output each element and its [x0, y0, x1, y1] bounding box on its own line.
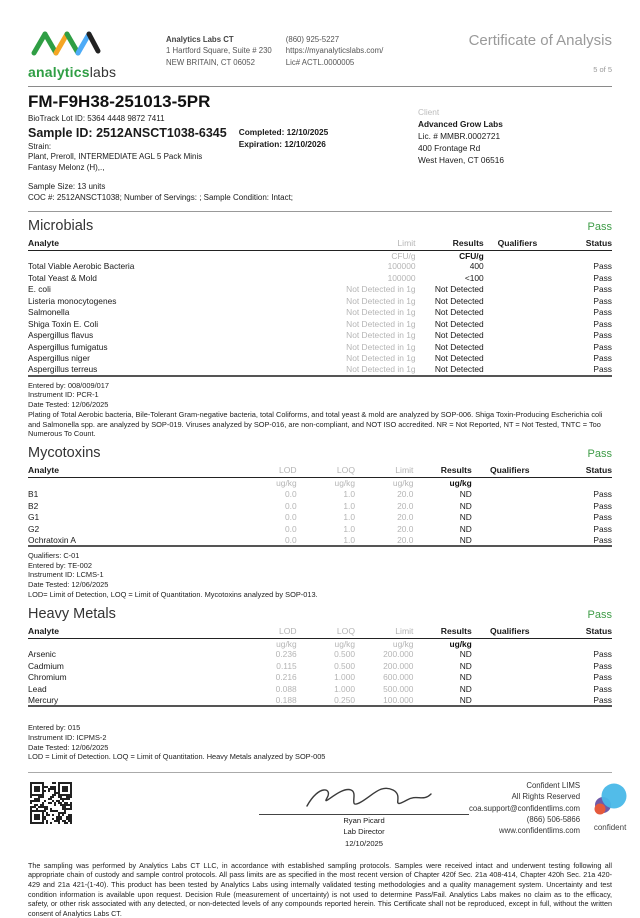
table-cell: [472, 488, 548, 500]
heavy-metals-table: [28, 625, 612, 708]
table-cell: 1.0: [343, 534, 356, 545]
table-row: [28, 695, 612, 707]
lab-contact-info: [166, 34, 383, 68]
note-line: Entered by: 015: [28, 723, 81, 733]
column-header: Limit: [355, 625, 413, 639]
table-cell: 100000: [387, 272, 416, 283]
table-cell: 0.115: [276, 660, 297, 671]
note-line: Entered by: TE-002: [28, 560, 92, 570]
strain-label: Strain:: [28, 141, 52, 151]
table-cell: [472, 523, 548, 535]
table-cell: Not Detected in 1g: [346, 341, 416, 352]
table-row: [28, 488, 612, 500]
table-cell: [484, 318, 551, 330]
table-row: [28, 534, 612, 546]
table-cell: Aspergillus niger: [28, 353, 90, 364]
table-cell: Pass: [593, 512, 612, 522]
table-row: [28, 307, 612, 319]
table-cell: Total Yeast & Mold: [28, 272, 97, 283]
lims-url: www.confidentlims.com: [499, 826, 581, 836]
heavy-metals-status-badge: Pass: [587, 608, 612, 621]
table-cell: [472, 683, 548, 695]
table-cell: [472, 660, 548, 672]
footer-divider: [28, 772, 612, 773]
table-cell: Pass: [593, 295, 612, 306]
header-divider: [28, 86, 612, 87]
table-cell: Ochratoxin A: [28, 534, 76, 545]
table-row: [28, 649, 612, 661]
table-cell: Not Detected: [434, 295, 484, 306]
table-cell: Aspergillus flavus: [28, 330, 94, 341]
table-cell: 1.0: [343, 500, 356, 511]
lims-email: coa.support@confidentlims.com: [469, 803, 581, 813]
unit-cell: CFU/g: [391, 250, 416, 261]
column-header: LOD: [250, 464, 297, 478]
table-cell: Pass: [593, 341, 612, 352]
table-cell: ND: [459, 523, 472, 534]
lims-phone: (866) 506-5866: [526, 815, 581, 825]
mycotoxins-section-header: [28, 445, 612, 461]
signer-name: Ryan Picard: [343, 816, 385, 826]
heavy-metals-section-header: [28, 606, 612, 622]
biotrack-lot-id: BioTrack Lot ID: 5364 4448 9872 7411: [28, 114, 165, 123]
unit-cell: ug/kg: [392, 478, 414, 489]
unit-cell: ug/kg: [334, 478, 356, 489]
unit-cell: [548, 478, 612, 489]
table-cell: [484, 284, 551, 296]
column-header: Analyte: [28, 625, 250, 639]
table-cell: 0.0: [284, 534, 297, 545]
unit-cell: [548, 638, 612, 649]
mycotoxins-table: [28, 464, 612, 547]
table-cell: Pass: [593, 307, 612, 318]
table-cell: [472, 500, 548, 512]
table-cell: ND: [459, 534, 472, 545]
table-cell: ND: [459, 500, 472, 511]
table-cell: 20.0: [397, 489, 414, 499]
client-info: [418, 106, 504, 204]
table-cell: Total Viable Aerobic Bacteria: [28, 261, 135, 272]
table-cell: 1.000: [334, 672, 356, 683]
table-row: [28, 500, 612, 512]
table-row: [28, 272, 612, 284]
lims-name: Confident LIMS: [526, 781, 581, 791]
microbials-table: [28, 237, 612, 377]
column-header: LOQ: [297, 625, 355, 639]
unit-cell: ug/kg: [334, 638, 356, 649]
table-cell: 1.0: [343, 489, 356, 499]
table-cell: 100.000: [383, 694, 414, 705]
table-cell: Not Detected in 1g: [346, 307, 416, 318]
mycotoxins-notes: [28, 551, 612, 600]
unit-cell: ug/kg: [276, 638, 297, 649]
table-cell: Not Detected: [434, 318, 484, 329]
table-cell: Pass: [593, 272, 612, 283]
lab-address-line2: NEW BRITAIN, CT 06052: [166, 57, 255, 67]
table-cell: Not Detected: [434, 364, 484, 375]
table-cell: 1.0: [343, 512, 356, 522]
table-cell: [484, 330, 551, 342]
column-header: Limit: [346, 237, 415, 251]
column-header: Qualifiers: [472, 464, 548, 478]
signature-icon: [289, 780, 439, 814]
table-cell: 600.000: [383, 672, 414, 683]
column-header: Analyte: [28, 237, 346, 251]
microbials-section-header: [28, 218, 612, 234]
unit-cell: [28, 478, 250, 489]
table-cell: 0.0: [284, 523, 297, 534]
note-line: LOD= Limit of Detection, LOQ = Limit of Quantitation. Mycotoxins analyzed by SOP-013.: [28, 589, 318, 599]
table-cell: Not Detected in 1g: [346, 330, 416, 341]
table-cell: [484, 261, 551, 273]
units-row: [28, 250, 612, 261]
table-cell: <100: [464, 272, 484, 283]
heavy-metals-notes: [28, 723, 612, 762]
column-header: Results: [413, 625, 471, 639]
table-cell: Pass: [593, 694, 612, 705]
sample-dates: [239, 126, 328, 151]
table-cell: 200.000: [383, 649, 414, 660]
lab-phone: (860) 925-5227: [285, 35, 340, 44]
table-cell: Not Detected: [434, 284, 484, 295]
table-cell: Not Detected: [434, 353, 484, 364]
coc-line: COC #: 2512ANSCT1038; Number of Servings: ; Sample Condition: Intact;: [28, 192, 294, 202]
table-cell: [472, 672, 548, 684]
unit-cell: [484, 250, 551, 261]
lab-name: Analytics Labs CT: [166, 35, 234, 44]
table-cell: Cadmium: [28, 660, 64, 671]
table-cell: Pass: [593, 649, 612, 660]
signature-block: [259, 780, 469, 849]
column-header: LOD: [250, 625, 297, 639]
table-cell: Salmonella: [28, 307, 70, 318]
table-cell: Not Detected: [434, 330, 484, 341]
table-cell: Pass: [593, 534, 612, 545]
table-cell: Pass: [593, 318, 612, 329]
table-row: [28, 523, 612, 535]
table-cell: Pass: [593, 364, 612, 375]
table-cell: 100000: [387, 261, 416, 272]
logo-wordmark: [28, 64, 148, 80]
sample-divider: [28, 211, 612, 212]
table-cell: 0.188: [275, 694, 297, 705]
table-cell: [484, 272, 551, 284]
unit-cell: ug/kg: [276, 478, 297, 489]
logo-text-labs: labs: [89, 64, 117, 80]
unit-cell: [28, 250, 346, 261]
header-right: [469, 32, 612, 74]
table-cell: Shiga Toxin E. Coli: [28, 318, 99, 329]
note-line: Instrument ID: LCMS-1: [28, 570, 104, 580]
table-cell: 400: [469, 261, 484, 272]
table-cell: 200.000: [383, 660, 414, 671]
note-line: Date Tested: 12/06/2025: [28, 580, 109, 590]
column-header: Qualifiers: [472, 625, 548, 639]
microbials-status-badge: Pass: [587, 220, 612, 233]
lab-phone-column: [286, 34, 384, 68]
table-cell: [472, 511, 548, 523]
table-cell: Pass: [593, 660, 612, 671]
client-address1: 400 Frontage Rd: [418, 143, 481, 154]
table-cell: 20.0: [397, 523, 414, 534]
column-header: Results: [416, 237, 484, 251]
column-header: Status: [548, 625, 612, 639]
header: [28, 28, 612, 80]
sample-details: [28, 92, 358, 204]
note-line: Qualifiers: C-01: [28, 550, 80, 560]
lims-rights: All Rights Reserved: [511, 792, 581, 802]
table-cell: Pass: [593, 261, 612, 272]
unit-cell: ug/kg: [449, 478, 472, 489]
column-header: Analyte: [28, 464, 250, 478]
note-line: LOD = Limit of Detection. LOQ = Limit of Quantitation. Heavy Metals analyzed by SOP-005: [28, 752, 326, 762]
table-cell: 0.500: [334, 649, 356, 660]
table-row: [28, 672, 612, 684]
table-cell: Not Detected in 1g: [346, 295, 416, 306]
sample-id: Sample ID: 2512ANSCT1038-6345: [28, 125, 227, 140]
table-cell: Pass: [593, 672, 612, 683]
table-cell: 20.0: [397, 534, 414, 545]
microbials-title: Microbials: [28, 217, 94, 234]
table-row: [28, 683, 612, 695]
unit-cell: ug/kg: [449, 638, 472, 649]
document-title: Certificate of Analysis: [468, 32, 612, 49]
table-cell: ND: [459, 512, 472, 522]
table-cell: 0.236: [275, 649, 297, 660]
sample-info: [28, 92, 612, 204]
table-row: [28, 660, 612, 672]
table-cell: 20.0: [397, 512, 414, 522]
units-row: [28, 478, 612, 489]
heavy-metals-title: Heavy Metals: [28, 605, 116, 622]
table-cell: Not Detected in 1g: [346, 353, 416, 364]
column-header: Status: [551, 237, 612, 251]
note-line: Entered by: 008/009/017: [28, 380, 109, 390]
table-cell: Not Detected in 1g: [346, 284, 416, 295]
table-cell: 0.250: [334, 694, 356, 705]
table-cell: Aspergillus terreus: [28, 364, 98, 375]
table-cell: Lead: [28, 683, 47, 694]
page-indicator: 5 of 5: [593, 65, 612, 74]
table-cell: Pass: [593, 683, 612, 694]
signer-date: 12/10/2025: [344, 838, 383, 848]
footer: [28, 780, 627, 849]
table-cell: [484, 341, 551, 353]
table-cell: Listeria monocytogenes: [28, 295, 117, 306]
microbials-notes: [28, 381, 612, 440]
note-line: Instrument ID: PCR-1: [28, 390, 99, 400]
unit-cell: CFU/g: [459, 250, 484, 261]
table-row: [28, 261, 612, 273]
table-cell: ND: [459, 489, 472, 499]
mycotoxins-status-badge: Pass: [587, 448, 612, 461]
table-cell: B1: [28, 489, 39, 499]
table-cell: 0.0: [284, 512, 297, 522]
signer-title: Lab Director: [343, 827, 385, 837]
table-row: [28, 341, 612, 353]
table-cell: Pass: [593, 523, 612, 534]
table-row: [28, 330, 612, 342]
table-cell: G2: [28, 523, 40, 534]
lims-contact: [469, 780, 580, 836]
table-cell: ND: [459, 694, 472, 705]
expiration-date: Expiration: 12/10/2026: [238, 139, 326, 150]
client-license: Lic. # MMBR.0002721: [418, 131, 501, 142]
table-row: [28, 318, 612, 330]
table-cell: Mercury: [28, 694, 59, 705]
column-header: Status: [548, 464, 612, 478]
table-cell: Not Detected in 1g: [346, 364, 416, 375]
table-cell: 0.0: [284, 489, 297, 499]
table-row: [28, 353, 612, 365]
completed-date: Completed: 12/10/2025: [238, 126, 329, 137]
note-line: Plating of Total Aerobic bacteria, Bile-Tolerant Gram-negative bacteria, total Coliforms, and total yeast & mold are analyzed by SOP-006. Shiga Toxin-Producing Escherichia coli and Salmonella spp. are analyzed by SOP-019. Viruses analyzed by SOP-016, are non-compliant, and NOT ISO accredited. NR = Not Reported, NT = Not Tested, TNTC = Too Numerous To Count.: [28, 409, 603, 439]
table-cell: B2: [28, 500, 39, 511]
unit-cell: [472, 478, 548, 489]
table-cell: Pass: [593, 353, 612, 364]
table-cell: ND: [459, 660, 472, 671]
table-cell: E. coli: [28, 284, 51, 295]
table-row: [28, 284, 612, 296]
unit-cell: [28, 638, 250, 649]
sample-matrix: Plant, Preroll, INTERMEDIATE AGL 5 Pack Minis: [28, 152, 203, 162]
note-line: Date Tested: 12/06/2025: [28, 400, 109, 410]
lab-url: https://myanalyticslabs.com/: [285, 46, 384, 56]
unit-cell: ug/kg: [392, 638, 414, 649]
client-label: Client: [418, 107, 440, 117]
qr-code: [28, 780, 74, 826]
mountains-logo-icon: [28, 28, 102, 58]
table-cell: 0.088: [275, 683, 297, 694]
table-cell: [472, 649, 548, 661]
column-header: Results: [413, 464, 471, 478]
table-cell: Pass: [593, 500, 612, 511]
table-cell: [484, 295, 551, 307]
confident-logo: [590, 780, 630, 832]
signature-line: [259, 814, 469, 815]
table-cell: 0.216: [275, 672, 297, 683]
table-cell: 1.000: [334, 683, 356, 694]
units-row: [28, 638, 612, 649]
lab-address-line1: 1 Hartford Square, Suite # 230: [166, 46, 272, 56]
logo-text-analytics: analytics: [28, 64, 90, 80]
table-cell: [484, 307, 551, 319]
lab-license: Lic# ACTL.0000005: [285, 57, 355, 67]
client-name: Advanced Grow Labs: [418, 119, 503, 130]
sample-size: Sample Size: 13 units: [28, 182, 106, 192]
table-cell: 500.000: [383, 683, 414, 694]
table-cell: ND: [459, 649, 472, 660]
mycotoxins-title: Mycotoxins: [28, 445, 101, 462]
table-row: [28, 364, 612, 376]
confident-brand-name: confident: [593, 823, 627, 833]
table-row: [28, 295, 612, 307]
table-cell: 1.0: [343, 523, 356, 534]
unit-cell: [472, 638, 548, 649]
table-cell: [484, 364, 551, 376]
table-cell: ND: [459, 683, 472, 694]
table-cell: ND: [459, 672, 472, 683]
table-cell: Not Detected: [434, 341, 484, 352]
note-line: Instrument ID: ICPMS-2: [28, 732, 107, 742]
table-cell: [484, 353, 551, 365]
disclaimer-text: The sampling was performed by Analytics Labs CT LLC, in accordance with established sampling protocols. Samples were received intact and underwent testing following all appropriate chain of custody and sample control protocols. All pass limits are as specified in the most recent version of Chapter 420f Sec. 21a 408-414, Chapter 420h Sec. 21a 420-429 and 21a 421-(1-40). This product has been tested by Analytics Labs using internally validated testing methodologies and a quality management system. Uncertainty and test condition information is available upon request. Decision Rule (measurement of uncertainty) is not used to determine Pass/Fail. Analytics Labs makes no claim as to the efficacy, safety, or other risk associated with any detected, or non-detected levels of any compounds reported herein. This Certificate shall not be reproduced, except in full, without the written consent of Analytics Labs CT.: [28, 860, 612, 918]
table-row: [28, 511, 612, 523]
column-header: LOQ: [297, 464, 355, 478]
table-cell: 0.500: [334, 660, 356, 671]
table-cell: [472, 534, 548, 546]
column-header: Qualifiers: [484, 237, 551, 251]
lab-address-column: [166, 34, 272, 68]
batch-id: FM-F9H38-251013-5PR: [28, 92, 211, 111]
table-cell: Not Detected: [434, 307, 484, 318]
analytics-labs-logo: [28, 28, 148, 80]
table-cell: 20.0: [397, 500, 414, 511]
table-cell: [472, 695, 548, 707]
table-cell: Arsenic: [28, 649, 56, 660]
unit-cell: [551, 250, 612, 261]
table-cell: Chromium: [28, 672, 67, 683]
table-cell: 0.0: [284, 500, 297, 511]
note-line: Date Tested: 12/06/2025: [28, 742, 109, 752]
table-cell: Pass: [593, 330, 612, 341]
table-cell: Not Detected in 1g: [346, 318, 416, 329]
table-cell: Pass: [593, 489, 612, 499]
column-header: Limit: [355, 464, 413, 478]
table-cell: Aspergillus fumigatus: [28, 341, 108, 352]
confident-circles-icon: [590, 780, 630, 818]
table-cell: Pass: [593, 284, 612, 295]
client-address2: West Haven, CT 06516: [418, 155, 504, 166]
table-cell: G1: [28, 512, 40, 522]
strain-name: Fantasy Melonz (H),.,: [28, 163, 105, 173]
